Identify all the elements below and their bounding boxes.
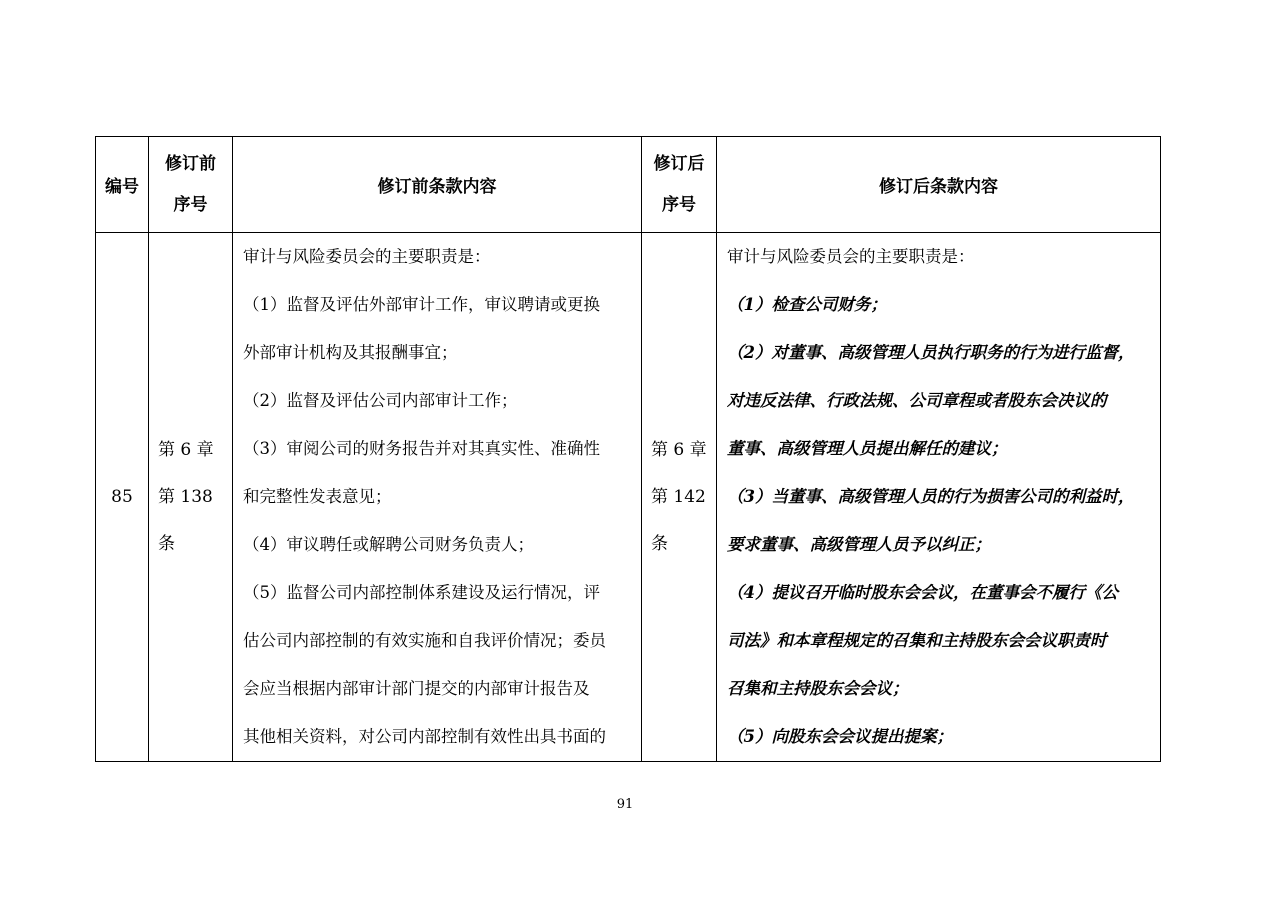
- header-after-seq-line1: 修订后: [653, 153, 705, 174]
- header-after-seq: [642, 137, 717, 233]
- before-line: 外部审计机构及其报酬事宜；: [243, 343, 458, 362]
- after-seq-line: 条: [651, 533, 668, 554]
- after-line: （1）检查公司财务；: [727, 295, 887, 314]
- page-number: 91: [616, 797, 634, 812]
- after-line: 要求董事、高级管理人员予以纠正；: [727, 535, 991, 554]
- header-before-content: 修订前条款内容: [233, 137, 642, 233]
- after-line: （5）向股东会会议提出提案；: [727, 727, 953, 746]
- before-seq-line: 第 138: [158, 486, 213, 507]
- before-line: 其他相关资料，对公司内部控制有效性出具书面的: [243, 727, 606, 746]
- after-first-line: 审计与风险委员会的主要职责是：: [727, 247, 975, 266]
- after-line: （3）当董事、高级管理人员的行为损害公司的利益时，: [727, 487, 1135, 506]
- revision-table: [95, 136, 1161, 762]
- before-line: （1）监督及评估外部审计工作，审议聘请或更换: [243, 295, 600, 314]
- after-line: 对违反法律、行政法规、公司章程或者股东会决议的: [727, 391, 1107, 410]
- header-before-seq-line2: 序号: [173, 194, 208, 215]
- before-seq-line: 第 6 章: [158, 439, 214, 460]
- after-line: 司法》和本章程规定的召集和主持股东会会议职责时: [727, 631, 1107, 650]
- after-line: （2）对董事、高级管理人员执行职务的行为进行监督，: [727, 343, 1135, 362]
- before-line: （3）审阅公司的财务报告并对其真实性、准确性: [243, 439, 600, 458]
- before-line: （2）监督及评估公司内部审计工作；: [243, 391, 518, 410]
- header-before-seq-line1: 修订前: [165, 153, 216, 174]
- before-line: （5）监督公司内部控制体系建设及运行情况，评: [243, 583, 600, 602]
- before-seq-line: 条: [158, 533, 175, 554]
- table-row: [96, 233, 1161, 762]
- header-before-seq: [149, 137, 233, 233]
- row-number: 85: [96, 233, 149, 762]
- header-after-seq-line2: 序号: [662, 194, 696, 215]
- after-line: 董事、高级管理人员提出解任的建议；: [727, 439, 1008, 458]
- before-line: （4）审议聘任或解聘公司财务负责人；: [243, 535, 534, 554]
- before-line: 会应当根据内部审计部门提交的内部审计报告及: [243, 679, 590, 698]
- after-seq-line: 第 142: [651, 486, 706, 507]
- after-line: （4）提议召开临时股东会会议，在董事会不履行《公: [727, 583, 1118, 602]
- before-line: 估公司内部控制的有效实施和自我评价情况；委员: [243, 631, 606, 650]
- before-line: 和完整性发表意见；: [243, 487, 392, 506]
- after-seq-line: 第 6 章: [651, 439, 707, 460]
- after-seq-cell: [642, 233, 717, 762]
- before-content-cell: [233, 233, 642, 762]
- after-line: 召集和主持股东会会议；: [727, 679, 909, 698]
- header-after-content: 修订后条款内容: [717, 137, 1161, 233]
- before-seq-cell: [149, 233, 233, 762]
- header-no: 编号: [96, 137, 149, 233]
- after-content-cell: [717, 233, 1161, 762]
- header-row: [96, 137, 1161, 233]
- before-line: 审计与风险委员会的主要职责是：: [243, 247, 491, 266]
